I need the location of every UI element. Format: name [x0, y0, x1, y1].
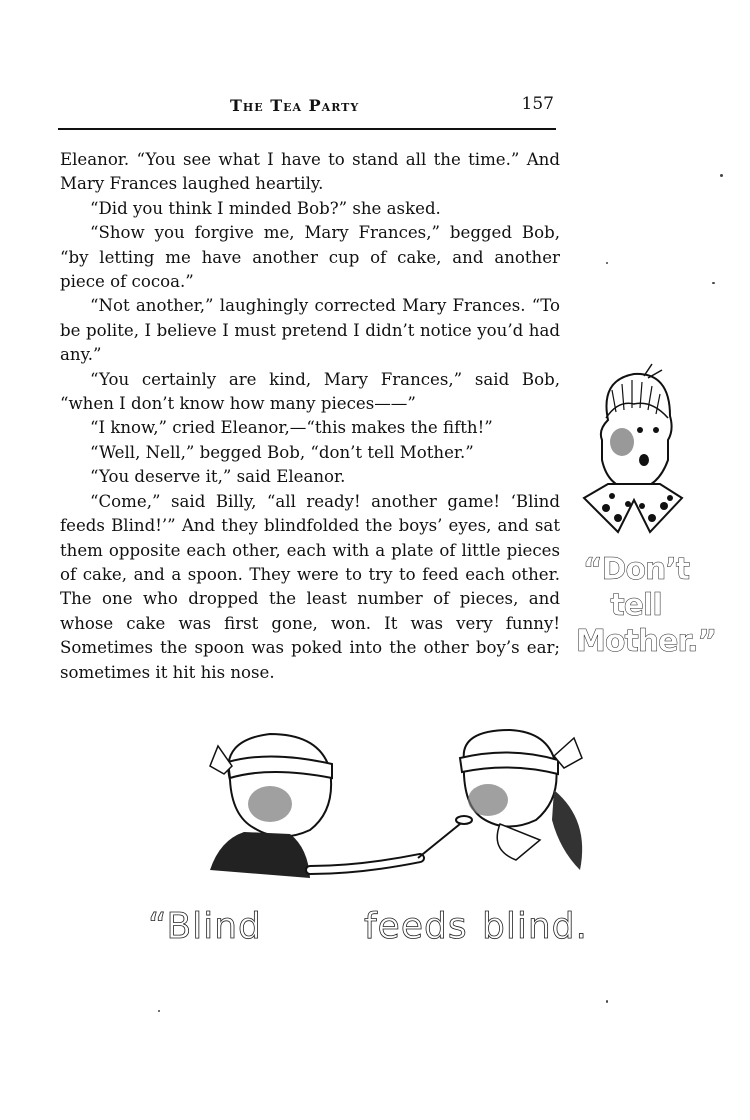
caption-dont-tell-mother	[576, 552, 717, 660]
blind-feeds-blind-illustration	[160, 720, 600, 890]
paragraph-9: “Come,” said Billy, “all ready! another game! ‘Blind feeds Blind!’” And they blindfolded the boys’ eyes, and sat them opposite each other, each with a plate of little pieces of cake, and a spoon. They were to try to feed each other. The one who dropped the least number of pieces, and whose cake was first gone, won. It was very funny! Sometimes the spoon was poked into the other boy’s ear; sometimes it hit his nose.	[60, 491, 560, 682]
caption-bottom-word-3: blind.	[482, 906, 588, 947]
boy-illustration	[578, 360, 690, 544]
paragraph-4: “Not another,” laughingly corrected Mary Frances. “To be polite, I believe I must pretend I didn’t notice you’d had any.”	[60, 296, 560, 365]
ink-speck	[606, 1000, 608, 1003]
caption-right-line-2: tell	[610, 588, 662, 623]
paragraph-7: “Well, Nell,” begged Bob, “don’t tell Mother.”	[90, 442, 474, 462]
paragraph-3: “Show you forgive me, Mary Frances,” begged Bob, “by letting me have another cup of cake, and another piece of cocoa.”	[60, 223, 560, 292]
ink-speck	[606, 262, 608, 264]
header-rule	[58, 128, 556, 130]
ink-speck	[712, 282, 715, 284]
running-title: The Tea Party	[230, 96, 360, 115]
paragraph-2: “Did you think I minded Bob?” she asked.	[90, 198, 441, 218]
paragraph-6: “I know,” cried Eleanor,—“this makes the fifth!”	[90, 418, 493, 438]
caption-bottom-word-1: “Blind	[148, 906, 262, 947]
caption-bottom-word-2: feeds	[364, 906, 468, 947]
paragraph-8: “You deserve it,” said Eleanor.	[90, 467, 346, 487]
body-text	[60, 148, 560, 685]
running-head	[58, 96, 556, 120]
paragraph-5: “You certainly are kind, Mary Frances,” said Bob, “when I don’t know how many pieces——”	[60, 369, 560, 414]
caption-right-line-1: “Don’t	[582, 552, 690, 587]
caption-blind-feeds-blind	[148, 906, 588, 966]
page-number: 157	[521, 94, 554, 114]
caption-right-line-3: Mother.”	[576, 624, 717, 659]
ink-speck	[158, 1010, 160, 1012]
paragraph-1: Eleanor. “You see what I have to stand all the time.” And Mary Frances laughed heartily.	[60, 150, 560, 194]
ink-speck	[720, 174, 723, 177]
